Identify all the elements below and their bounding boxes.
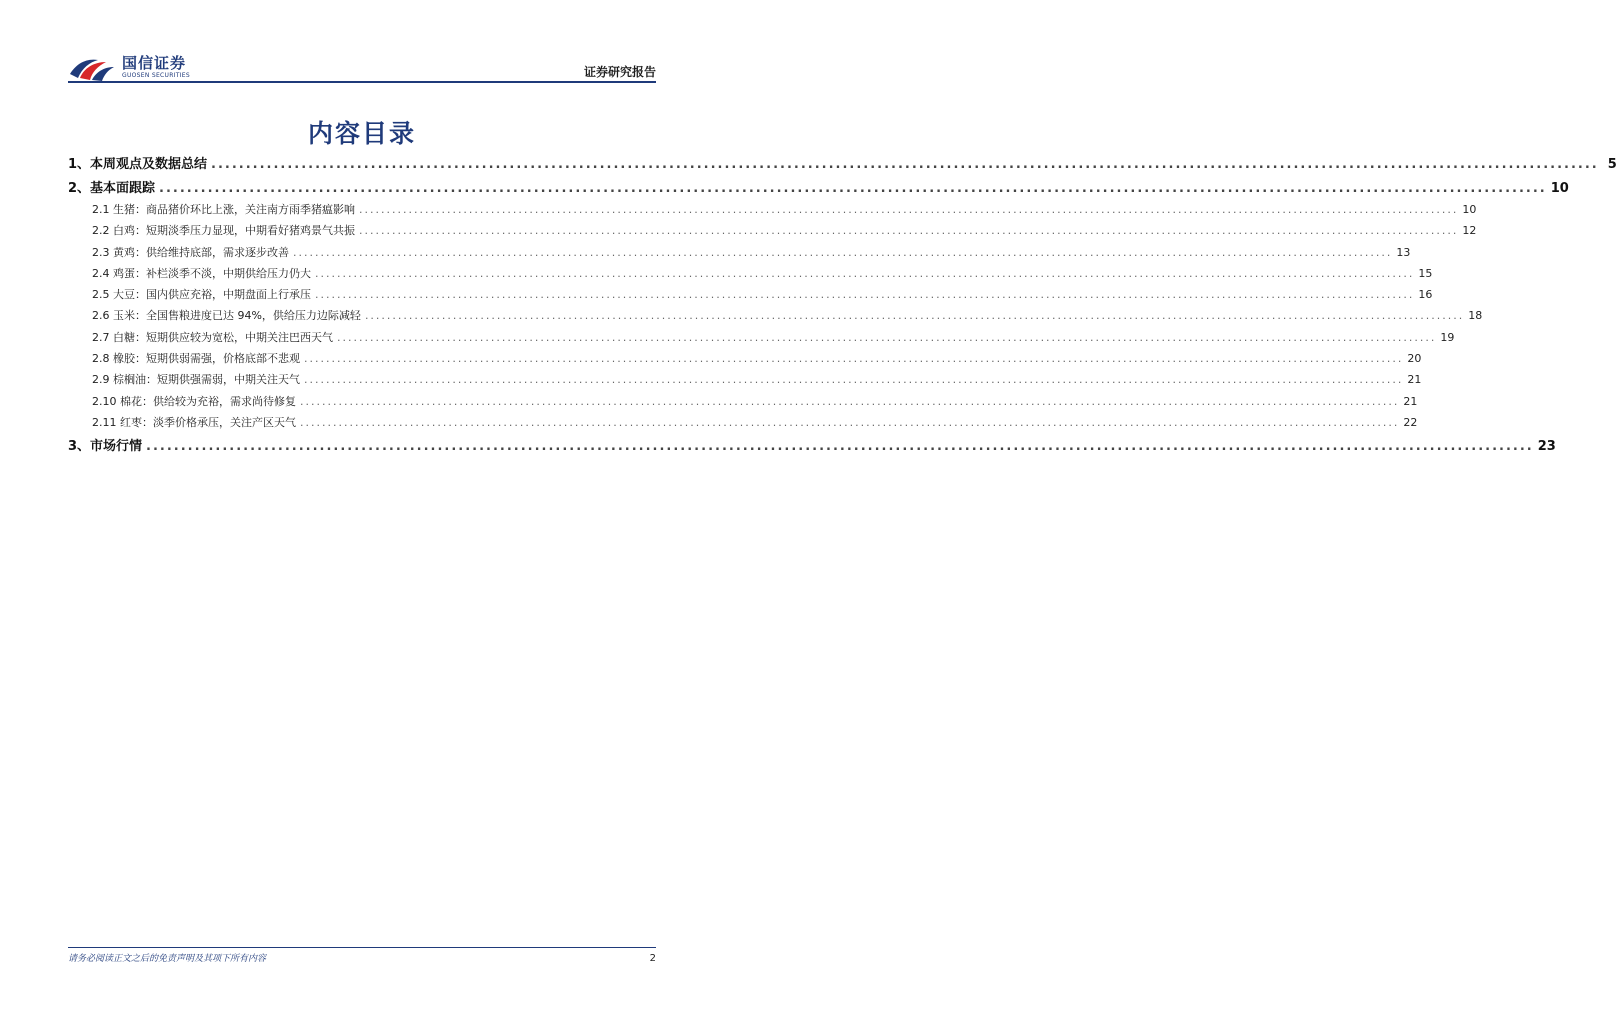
toc-entry-page: 16 <box>1418 288 1433 302</box>
page-header <box>68 50 656 86</box>
toc-entry-page: 5 <box>1607 157 1617 172</box>
dot-leader: ........................................................................................................................................................................................................ <box>293 245 1393 259</box>
dot-leader: ........................................................................................................................................................................................................ <box>359 224 1459 238</box>
dot-leader: ........................................................................................................................................................................................................ <box>315 266 1415 280</box>
toc-subsection-entry[interactable] <box>68 244 1411 265</box>
toc-entry-label: 2.6 玉米：全国售粮进度已达 94%，供给压力边际减轻 <box>92 309 361 323</box>
toc-entry-page: 22 <box>1403 415 1418 429</box>
logo-chinese-name: 国信证券 <box>122 53 187 72</box>
guosen-logo <box>68 50 190 84</box>
header-divider <box>68 81 656 83</box>
dot-leader: ........................................................................................................................................................................................................ <box>359 203 1459 216</box>
toc-entry-page: 21 <box>1403 394 1418 408</box>
logo-english-name: GUOSEN SECURITIES <box>122 71 191 79</box>
toc-entry-label: 2.10 棉花：供给较为充裕，需求尚待修复 <box>92 394 296 408</box>
toc-entry-page: 10 <box>1550 181 1569 196</box>
dot-leader: ........................................................................................................................................................................................................ <box>300 415 1400 429</box>
toc-entry-label: 2.11 红枣：淡季价格承压，关注产区天气 <box>92 415 296 429</box>
dot-leader: ........................................................................................................................................................................................................ <box>315 288 1415 302</box>
page-footer <box>68 947 656 964</box>
dot-leader: ........................................................................................................................................................................................................ <box>364 309 1465 323</box>
report-type-label: 证券研究报告 <box>583 65 656 79</box>
dot-leader: ........................................................................................................................................................................................................ <box>211 157 1599 172</box>
toc-entry-label: 2.7 白糖：短期供应较为宽松，中期关注巴西天气 <box>92 330 333 344</box>
toc-entry-label: 2.2 白鸡：短期淡季压力显现，中期看好猪鸡景气共振 <box>92 224 355 238</box>
toc-subsection-entry[interactable] <box>68 371 1422 392</box>
dot-leader: ........................................................................................................................................................................................................ <box>337 330 1437 344</box>
toc-subsection-entry[interactable] <box>68 307 1483 328</box>
toc-entry-label: 2.9 棕榈油：短期供强需弱，中期关注天气 <box>92 373 300 387</box>
toc-subsection-entry[interactable] <box>68 265 1433 286</box>
toc-entry-label: 3、市场行情 <box>68 439 143 455</box>
toc-subsection-entry[interactable] <box>68 393 1418 414</box>
toc-entry-page: 10 <box>1462 203 1477 216</box>
toc-section-entry[interactable] <box>68 153 1617 177</box>
toc-entry-page: 18 <box>1468 309 1483 323</box>
toc-entry-page: 12 <box>1462 224 1477 238</box>
toc-entry-label: 1、本周观点及数据总结 <box>68 157 208 172</box>
toc-entry-label: 2.4 鸡蛋：补栏淡季不淡，中期供给压力仍大 <box>92 266 311 280</box>
toc-section-entry[interactable] <box>68 177 1569 201</box>
toc-entry-page: 20 <box>1407 352 1422 366</box>
toc-subsection-entry[interactable] <box>68 350 1422 371</box>
toc-entry-label: 2.8 橡胶：短期供弱需强，价格底部不悲观 <box>92 352 300 366</box>
toc-entry-label: 2.1 生猪：商品猪价环比上涨，关注南方雨季猪瘟影响 <box>92 203 355 216</box>
toc-subsection-entry[interactable] <box>68 286 1433 307</box>
toc-entry-page: 19 <box>1440 330 1455 344</box>
toc-subsection-entry[interactable] <box>68 414 1418 435</box>
dot-leader: ........................................................................................................................................................................................................ <box>146 439 1534 455</box>
dot-leader: ........................................................................................................................................................................................................ <box>300 394 1400 408</box>
dot-leader: ........................................................................................................................................................................................................ <box>304 352 1404 366</box>
guosen-logo-icon <box>68 52 116 82</box>
toc-entry-label: 2、基本面跟踪 <box>68 181 156 196</box>
toc-entry-page: 23 <box>1537 439 1556 455</box>
dot-leader: ........................................................................................................................................................................................................ <box>304 373 1404 387</box>
footer-divider <box>68 947 656 948</box>
toc-entry-page: 15 <box>1418 266 1433 280</box>
toc-subsection-entry[interactable] <box>68 201 1477 222</box>
toc-entry-label: 2.3 黄鸡：供给维持底部，需求逐步改善 <box>92 245 289 259</box>
toc-entry-label: 2.5 大豆：国内供应充裕，中期盘面上行承压 <box>92 288 311 302</box>
toc-entry-page: 21 <box>1407 373 1422 387</box>
table-of-contents <box>68 153 1617 459</box>
page-title: 内容目录 <box>307 119 416 148</box>
page-number: 2 <box>649 953 656 964</box>
toc-subsection-entry[interactable] <box>68 329 1455 350</box>
toc-section-entry[interactable] <box>68 435 1556 459</box>
dot-leader: ........................................................................................................................................................................................................ <box>159 181 1547 196</box>
footer-disclaimer: 请务必阅读正文之后的免责声明及其项下所有内容 <box>68 954 267 964</box>
toc-subsection-entry[interactable] <box>68 222 1477 243</box>
toc-entry-page: 13 <box>1396 245 1411 259</box>
